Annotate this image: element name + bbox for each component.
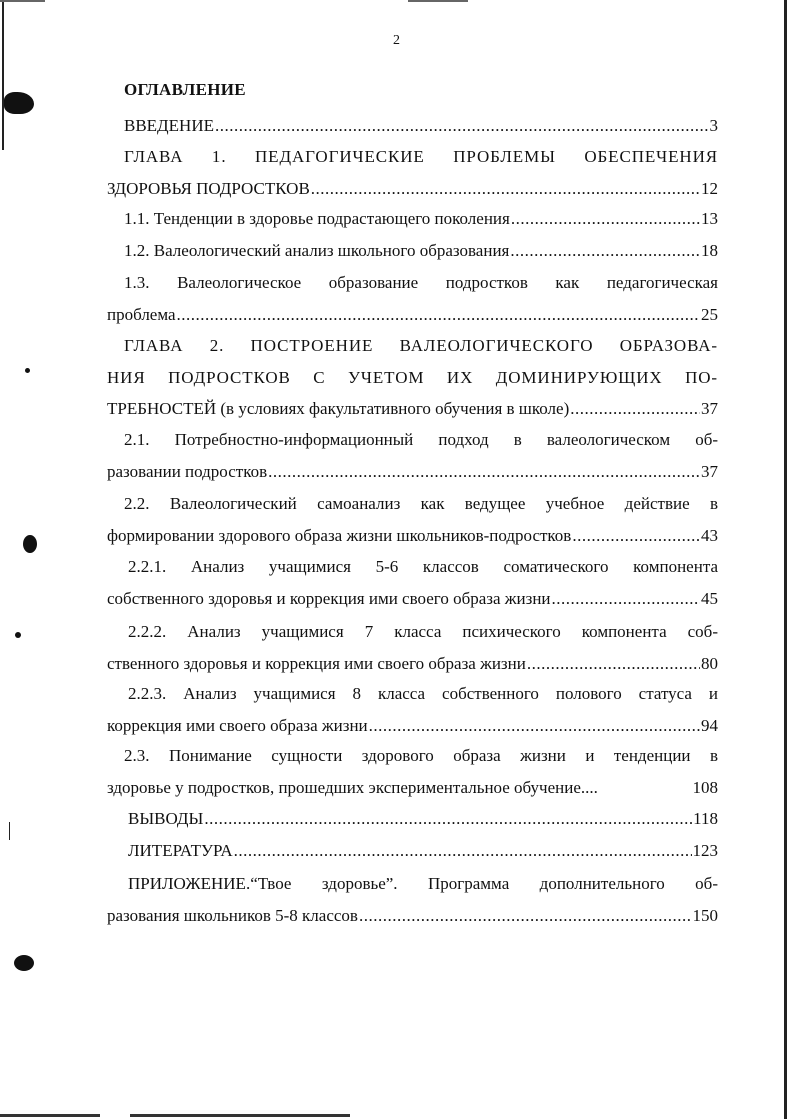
toc-entry-label: разовании подростков bbox=[107, 461, 268, 481]
toc-page-number: 25 bbox=[701, 304, 718, 324]
toc-title: ОГЛАВЛЕНИЕ bbox=[124, 80, 246, 99]
toc-entry-line: 1.3. Валеологическое образование подростков как педагогическая bbox=[124, 273, 718, 292]
toc-entry-label: собственного здоровья и коррекция ими своего образа жизни bbox=[107, 588, 551, 608]
toc-page-number: 80 bbox=[701, 653, 718, 673]
leader-dots bbox=[552, 583, 700, 615]
toc-page-number: 18 bbox=[701, 241, 718, 260]
scan-right-edge bbox=[784, 0, 787, 1119]
toc-entry-label: проблема bbox=[107, 304, 176, 324]
toc-entry-1-2[interactable] bbox=[107, 235, 718, 267]
toc-entry-label: ЛИТЕРАТУРА bbox=[128, 841, 233, 860]
toc-entry-line: 2.2.2. Анализ учащимися 7 класса психического компонента соб- bbox=[128, 622, 718, 641]
toc-page-number: 45 bbox=[701, 588, 718, 608]
scan-bottom-mark bbox=[130, 1114, 350, 1117]
toc-entry-literature[interactable] bbox=[107, 835, 718, 867]
toc-entry-label: ТРЕБНОСТЕЙ (в условиях факультативного обучения в школе) bbox=[107, 399, 570, 419]
toc-entry-line: ПРИЛОЖЕНИЕ.“Твое здоровье”. Программа дополнительного об- bbox=[128, 874, 718, 893]
toc-page-number: 37 bbox=[701, 461, 718, 481]
toc-entry-line: НИЯ ПОДРОСТКОВ С УЧЕТОМ ИХ ДОМИНИРУЮЩИХ ПО- bbox=[107, 367, 718, 387]
toc-page-number: 108 bbox=[692, 777, 718, 797]
leader-dots bbox=[510, 235, 700, 267]
toc-entry-line: ГЛАВА 1. ПЕДАГОГИЧЕСКИЕ ПРОБЛЕМЫ ОБЕСПЕЧЕНИЯ bbox=[124, 147, 718, 166]
toc-entry-label: 1.1. Тенденции в здоровье подрастающего поколения bbox=[124, 209, 510, 228]
toc-entry-chapter-2[interactable] bbox=[107, 330, 718, 425]
page-number: 2 bbox=[393, 33, 400, 48]
toc-entry-line: ГЛАВА 2. ПОСТРОЕНИЕ ВАЛЕОЛОГИЧЕСКОГО ОБРАЗОВА- bbox=[124, 336, 718, 355]
toc-page-number: 37 bbox=[701, 399, 718, 419]
toc-page-number: 13 bbox=[701, 209, 718, 228]
toc-entry-2-2-2[interactable] bbox=[107, 616, 718, 679]
scan-blot bbox=[23, 535, 37, 553]
toc-page-number: 12 bbox=[701, 178, 718, 198]
leader-dots bbox=[511, 203, 700, 235]
toc-entry-label: разования школьников 5-8 классов bbox=[107, 905, 358, 925]
toc-entry-appendix[interactable] bbox=[107, 868, 718, 931]
toc-entry-2-3[interactable] bbox=[107, 740, 718, 803]
toc-entry-2-2[interactable] bbox=[107, 488, 718, 551]
toc-entry-line: 2.2.1. Анализ учащимися 5-6 классов соматического компонента bbox=[128, 557, 718, 576]
scan-tick bbox=[9, 822, 10, 840]
leader-dots bbox=[204, 803, 692, 835]
leader-dots bbox=[268, 456, 700, 488]
toc-page-number: 43 bbox=[701, 525, 718, 545]
scan-top-mark bbox=[408, 0, 468, 2]
toc-entry-label: ственного здоровья и коррекция ими своего образа жизни bbox=[107, 653, 526, 673]
toc-entry-1-3[interactable] bbox=[107, 267, 718, 330]
toc-entry-conclusions[interactable] bbox=[107, 803, 718, 835]
toc-entry-label: формировании здорового образа жизни школьников-подростков bbox=[107, 525, 572, 545]
toc-entry-label: 1.2. Валеологический анализ школьного образования bbox=[124, 241, 510, 260]
toc-entry-2-1[interactable] bbox=[107, 424, 718, 487]
scan-top-mark bbox=[0, 0, 45, 2]
toc-entry-label: здоровье у подростков, прошедших экспериментальное обучение.... bbox=[107, 777, 598, 797]
toc-entry-line: 2.3. Понимание сущности здорового образа жизни и тенденции в bbox=[124, 746, 718, 765]
leader-dots bbox=[570, 393, 700, 425]
toc-entry-line: 2.2.3. Анализ учащимися 8 класса собственного полового статуса и bbox=[128, 684, 718, 703]
leader-dots bbox=[369, 710, 700, 742]
leader-dots bbox=[311, 173, 700, 205]
toc-entry-line: 2.2. Валеологический самоанализ как ведущее учебное действие в bbox=[124, 494, 718, 513]
toc-entry-line: 2.1. Потребностно-информационный подход в валеологическом об- bbox=[124, 430, 718, 449]
scan-blot bbox=[14, 955, 34, 971]
scan-speck bbox=[25, 368, 30, 373]
leader-dots bbox=[177, 299, 700, 331]
toc-page-number: 3 bbox=[709, 116, 718, 135]
toc-entry-2-2-3[interactable] bbox=[107, 678, 718, 741]
toc-entry-label: ВВЕДЕНИЕ bbox=[124, 116, 214, 135]
toc-entry-2-2-1[interactable] bbox=[107, 551, 718, 614]
toc-page-number: 94 bbox=[701, 715, 718, 735]
toc-entry-introduction[interactable] bbox=[107, 110, 718, 142]
leader-dots bbox=[215, 110, 709, 142]
leader-dots bbox=[234, 835, 692, 867]
toc-entry-label: ВЫВОДЫ bbox=[128, 809, 204, 828]
toc-entry-label: коррекция ими своего образа жизни bbox=[107, 715, 368, 735]
toc-entry-1-1[interactable] bbox=[107, 203, 718, 235]
toc-page-number: 118 bbox=[693, 809, 718, 828]
toc-page-number: 150 bbox=[692, 905, 718, 925]
toc-entry-chapter-1[interactable] bbox=[107, 141, 718, 204]
scan-speck bbox=[15, 632, 21, 638]
leader-dots bbox=[572, 520, 700, 552]
scan-left-edge bbox=[2, 0, 4, 150]
scan-blot bbox=[4, 92, 34, 114]
toc-page-number: 123 bbox=[692, 841, 718, 860]
toc-entry-label: ЗДОРОВЬЯ ПОДРОСТКОВ bbox=[107, 178, 310, 198]
leader-dots bbox=[359, 900, 692, 932]
scan-bottom-mark bbox=[0, 1114, 100, 1117]
leader-dots bbox=[527, 648, 700, 680]
